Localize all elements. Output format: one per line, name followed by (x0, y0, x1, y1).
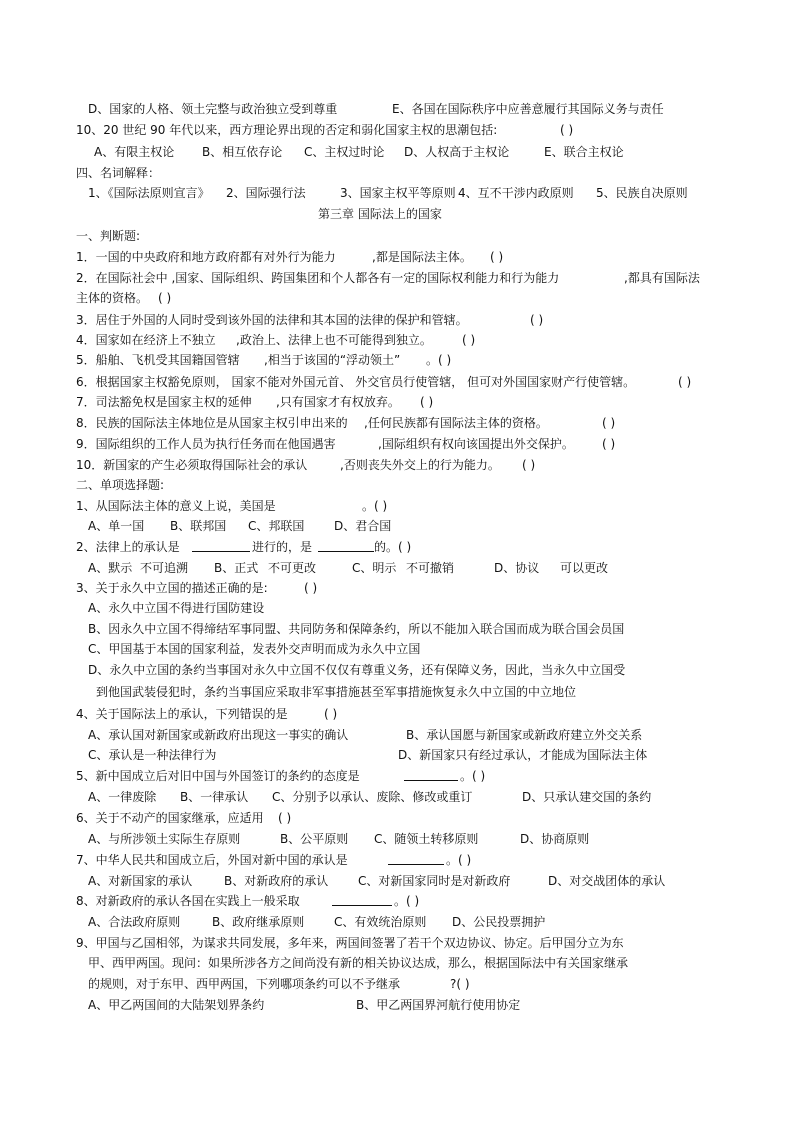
option: A、有限主权论 (94, 145, 175, 159)
question-4 (76, 706, 338, 722)
option: D、君合国 (334, 519, 392, 533)
option: B、联邦国 (170, 519, 227, 533)
question-stem: 7、中华人民共和国成立后，外国对新中国的承认是 (76, 853, 348, 867)
answer-blank (332, 893, 392, 906)
question-2 (76, 539, 412, 555)
option: 不可撤销 (406, 561, 455, 575)
question-10 (76, 122, 574, 138)
question-stem: 2、法律上的承认是 (76, 540, 180, 554)
judge-item (76, 436, 616, 452)
option: D、只承认建交国的条约 (522, 790, 652, 804)
option-d: D、国家的人格、领土完整与政治独立受到尊重 (88, 102, 338, 116)
item-text: 6．根据国家主权豁免原则， 国家不能对外国元首、 外交官员行使管辖， 但可对外国国家财产行使管辖。 (76, 375, 636, 389)
answer-blank (404, 768, 458, 781)
answer-paren: ( ) (602, 416, 616, 430)
option: A、默示 (88, 561, 133, 575)
item-text: ,国际组织有权向该国提出外交保护。 (378, 437, 574, 451)
option: D、协议 (494, 561, 540, 575)
answer-paren: 。( ) (446, 853, 472, 867)
term: 3、国家主权平等原则 (340, 186, 456, 200)
term: 5、民族自决原则 (596, 186, 688, 200)
judge-item (76, 290, 172, 306)
answer-paren: ( ) (278, 811, 292, 825)
question-1 (76, 498, 388, 514)
answer-paren: ( ) (304, 581, 318, 595)
option: B、政府继承原则 (212, 915, 305, 929)
option: C、随领土转移原则 (374, 832, 479, 846)
question-6-options (88, 831, 590, 847)
question-6 (76, 810, 292, 826)
judge-item (76, 457, 536, 473)
question-7-options (88, 873, 666, 889)
option: B、公平原则 (280, 832, 349, 846)
question-stem: 4、关于国际法上的承认，下列错误的是 (76, 707, 288, 721)
question-5-options (88, 789, 652, 805)
option: D、永久中立国的条约当事国对永久中立国不仅仅有尊重义务，还有保障义务，因此，当永久中立国受 (88, 663, 626, 677)
option: A、一律废除 (88, 790, 157, 804)
section-title: 二、单项选择题: (76, 478, 165, 492)
option: A、合法政府原则 (88, 915, 181, 929)
option-e: E、各国在国际秩序中应善意履行其国际义务与责任 (392, 102, 664, 116)
option: A、单一国 (88, 519, 145, 533)
item-text: 5．船舶、飞机受其国籍国管辖 (76, 353, 240, 367)
option: B、一律承认 (180, 790, 249, 804)
option: C、邦联国 (248, 519, 305, 533)
answer-paren: ( ) (158, 291, 172, 305)
option: C、甲国基于本国的国家利益，发表外交声明而成为永久中立国 (88, 642, 421, 656)
question-stem: 进行的，是 (252, 540, 313, 554)
item-text: 8．民族的国际法主体地位是从国家主权引申出来的 (76, 416, 348, 430)
answer-paren: 。( ) (394, 894, 420, 908)
answer-paren: 的。( ) (374, 540, 412, 554)
item-text: ,相当于该国的“浮动领土” (264, 353, 401, 367)
option: D、协商原则 (520, 832, 590, 846)
question-3 (76, 580, 318, 596)
question-9-options (88, 997, 521, 1013)
option: B、因永久中立国不得缔结军事同盟、共同防务和保障条约，所以不能加入联合国而成为联合国会员国 (88, 622, 625, 636)
item-text: 1．一国的中央政府和地方政府都有对外行为能力 (76, 250, 336, 264)
answer-paren: 。( ) (460, 769, 486, 783)
option: C、对新国家同时是对新政府 (358, 874, 511, 888)
answer-paren: ?( ) (450, 977, 470, 991)
term: 1、《国际法原则宣言》 (88, 186, 210, 200)
option: A、对新国家的承认 (88, 874, 193, 888)
option: B、对新政府的承认 (224, 874, 329, 888)
chapter-title: 第三章 国际法上的国家 (318, 207, 442, 221)
option: A、甲乙两国间的大陆架划界条约 (88, 998, 265, 1012)
option: D、新国家只有经过承认，才能成为国际法主体 (398, 748, 648, 762)
answer-paren: 。( ) (362, 499, 388, 513)
question-4-options (88, 747, 648, 763)
option: C、有效统治原则 (334, 915, 427, 929)
item-text: ,政治上、法律上也不可能得到独立。 (236, 333, 432, 347)
option: B、甲乙两国界河航行使用协定 (356, 998, 521, 1012)
item-text: 10．新国家的产生必须取得国际社会的承认 (76, 458, 308, 472)
answer-paren: ( ) (420, 395, 434, 409)
answer-paren: ( ) (602, 437, 616, 451)
question-4-options (88, 727, 643, 743)
judge-item (76, 249, 504, 265)
question-stem: 8、对新政府的承认各国在实践上一般采取 (76, 894, 300, 908)
answer-paren: 。( ) (426, 353, 452, 367)
question-stem: 3、关于永久中立国的描述正确的是: (76, 581, 268, 595)
question-stem: 10、20 世纪 90 年代以来，西方理论界出现的否定和弱化国家主权的思潮包括: (76, 123, 498, 137)
item-text: 9．国际组织的工作人员为执行任务而在他国遇害 (76, 437, 336, 451)
option: B、正式 (214, 561, 259, 575)
term: 2、国际强行法 (226, 186, 306, 200)
answer-paren: ( ) (522, 458, 536, 472)
option: D、公民投票拥护 (452, 915, 546, 929)
item-text: ,任何民族都有国际法主体的资格。 (364, 416, 548, 430)
answer-paren: ( ) (678, 375, 692, 389)
item-text: 主体的资格。 (76, 291, 149, 305)
option: C、主权过时论 (304, 145, 385, 159)
item-text: 4．国家如在经济上不独立 (76, 333, 216, 347)
option: 不可追溯 (140, 561, 189, 575)
item-text: ,都具有国际法 (624, 271, 700, 285)
option: A、与所涉领土实际生存原则 (88, 832, 241, 846)
judge-item (76, 312, 544, 328)
section-title: 一、判断题: (76, 229, 141, 243)
item-text: 3．居住于外国的人同时受到该外国的法律和其本国的法律的保护和管辖。 (76, 313, 468, 327)
question-9-line (88, 976, 470, 992)
option: 不可更改 (268, 561, 317, 575)
answer-blank (318, 539, 374, 552)
answer-blank (388, 852, 444, 865)
question-9-line: 甲、西甲两国。现问：如果所涉各方之间尚没有新的相关协议达成，那么，根据国际法中有关国家继承 (88, 956, 629, 970)
question-8-options (88, 914, 546, 930)
question-stem: 5、新中国成立后对旧中国与外国签订的条约的态度是 (76, 769, 360, 783)
item-text: ,都是国际法主体。 (372, 250, 472, 264)
question-7 (76, 852, 472, 868)
question-8 (76, 893, 420, 909)
option: B、相互依存论 (202, 145, 283, 159)
option: A、永久中立国不得进行国防建设 (88, 601, 265, 615)
option: E、联合主权论 (544, 145, 624, 159)
question-stem: 的规则，对于东甲、西甲两国，下列哪项条约可以不予继承 (88, 977, 401, 991)
item-text: 7．司法豁免权是国家主权的延伸 (76, 395, 252, 409)
question-2-options (88, 560, 609, 576)
answer-paren: ( ) (490, 250, 504, 264)
answer-paren: ( ) (560, 123, 574, 137)
judge-item (76, 415, 616, 431)
item-text: 2．在国际社会中 ,国家、国际组织、跨国集团和个人都各有一定的国际权利能力和行为能力 (76, 271, 560, 285)
judge-item (76, 352, 452, 368)
item-text: ,否则丧失外交上的行为能力。 (340, 458, 500, 472)
answer-paren: ( ) (530, 313, 544, 327)
question-1-options (88, 518, 392, 534)
option: A、承认国对新国家或新政府出现这一事实的确认 (88, 728, 349, 742)
option-continued: 到他国武装侵犯时，条约当事国应采取非军事措施甚至军事措施恢复永久中立国的中立地位 (96, 685, 577, 699)
option: C、明示 (352, 561, 397, 575)
option: B、承认国愿与新国家或新政府建立外交关系 (406, 728, 643, 742)
option: D、对交战团体的承认 (548, 874, 666, 888)
option: C、分别予以承认、废除、修改或重订 (272, 790, 473, 804)
item-text: ,只有国家才有权放弃。 (276, 395, 400, 409)
option-line-d-e (88, 101, 664, 117)
answer-paren: ( ) (324, 707, 338, 721)
question-5 (76, 768, 486, 784)
section-title: 四、名词解释： (76, 166, 161, 180)
question-9-line: 9、甲国与乙国相邻，为谋求共同发展，多年来，两国间签署了若干个双边协议、协定。后甲国分立为东 (76, 936, 624, 950)
term: 4、互不干涉内政原则 (458, 186, 574, 200)
answer-blank (192, 539, 250, 552)
question-stem: 1、从国际法主体的意义上说，美国是 (76, 499, 276, 513)
judge-item (76, 270, 700, 286)
option: 可以更改 (560, 561, 609, 575)
option: C、承认是一种法律行为 (88, 748, 217, 762)
option: D、人权高于主权论 (404, 145, 510, 159)
answer-paren: ( ) (462, 333, 476, 347)
judge-item (76, 394, 434, 410)
judge-item (76, 332, 476, 348)
question-stem: 6、关于不动产的国家继承，应适用 (76, 811, 264, 825)
judge-item (76, 374, 692, 390)
